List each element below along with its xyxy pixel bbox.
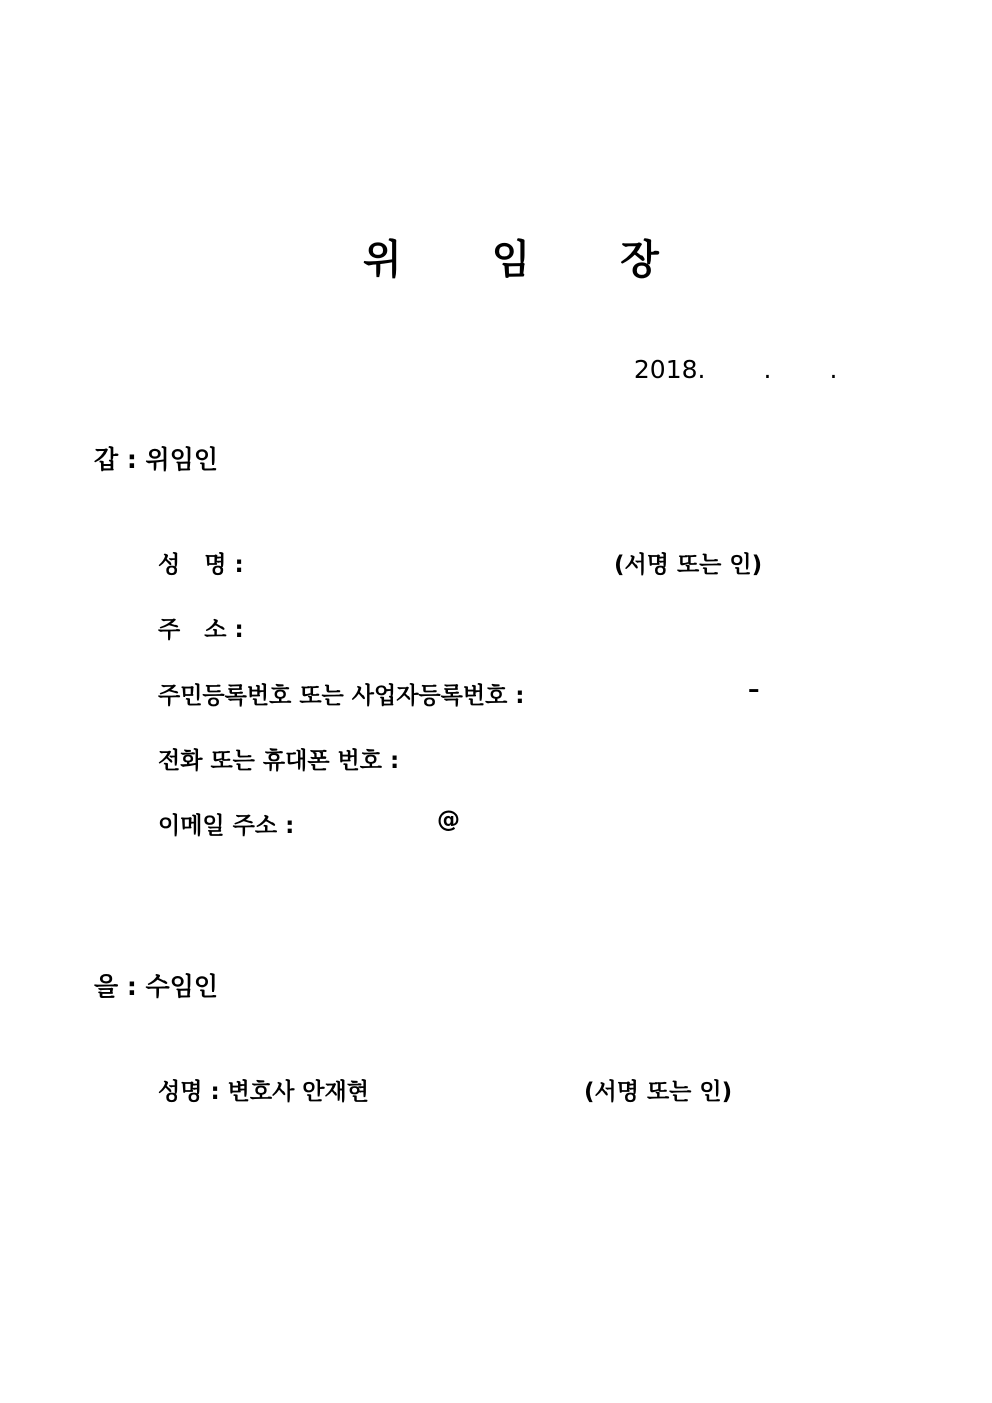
title-char-1: 위 xyxy=(362,237,404,283)
agent-heading: 을 : 수임인 xyxy=(94,972,219,1001)
principal-email-label: 이메일 주소 : xyxy=(158,813,295,839)
date-day-dot: . xyxy=(829,355,838,384)
principal-email-at: @ xyxy=(437,807,460,833)
agent-signature-note: (서명 또는 인) xyxy=(584,1079,733,1105)
principal-id-label: 주민등록번호 또는 사업자등록번호 : xyxy=(158,683,525,709)
date-month-dot: . xyxy=(763,355,772,384)
agent-name-line: 성명 : 변호사 안재현 xyxy=(158,1079,369,1105)
principal-id-separator: – xyxy=(748,677,760,703)
principal-name-label: 성 명 : xyxy=(158,552,244,578)
principal-phone-label: 전화 또는 휴대폰 번호 : xyxy=(158,748,400,774)
principal-heading: 갑 : 위임인 xyxy=(94,445,219,474)
title-char-2: 임 xyxy=(491,237,533,283)
document-date xyxy=(618,326,837,384)
date-year: 2018. xyxy=(633,355,706,384)
principal-signature-note: (서명 또는 인) xyxy=(614,552,763,578)
title-char-3: 장 xyxy=(620,237,661,283)
principal-address-label: 주 소 : xyxy=(158,617,244,643)
document-title xyxy=(0,182,992,285)
